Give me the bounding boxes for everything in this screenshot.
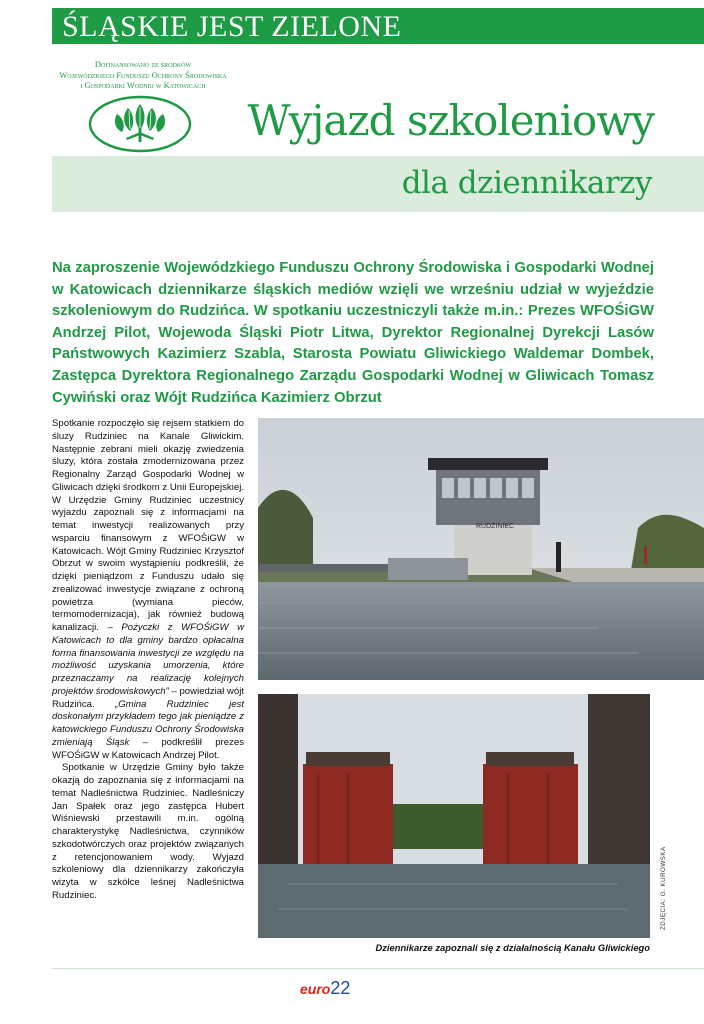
article-subtitle: dla dziennikarzy	[401, 165, 652, 201]
photo-credit: ZDJĘCIA: G. KUROWSKA	[660, 846, 667, 930]
funding-note-line: i Gospodarki Wodnej w Katowicach	[80, 81, 206, 90]
body-paragraph	[52, 418, 244, 762]
section-header-bar	[52, 8, 704, 44]
wfosigw-logo-icon	[88, 94, 192, 154]
article-lead: Na zaproszenie Wojewódzkiego Funduszu Ochrony Środowiska i Gospodarki Wodnej w Katowicach dziennikarze śląskich mediów wzięli we wrześniu udział w wyjeździe szkoleniowym do Rudzińca. W spotkaniu uczestniczyli także m.in.: Prezes WFOŚiGW Andrzej Pilot, Wojewoda Śląski Piotr Litwa, Dyrektor Regionalnej Dyrekcji Lasów Państwowych Kazimierz Szabla, Starosta Powiatu Gliwickiego Waldemar Dombek, Zastępca Dyrektora Regionalnego Zarządu Gospodarki Wodnej w Gliwicach Tomasz Cywiński oraz Wójt Rudzińca Kazimierz Obrzut	[52, 260, 654, 406]
body-text-span: Spotkanie rozpoczęło się rejsem statkiem do śluzy Rudziniec na Kanale Gliwickim. Następnie zebrani mieli okazję zwiedzenia śluzy, która została zmodernizowana przez Regionalny Zarząd Gospodarki Wodnej w Gliwicach dzięki środkom z Unii Europejskiej. W Urzędzie Gminy Rudziniec uczestnicy wyjazdu zapoznali się z informacjami na temat inwestycji realizowanych przy wsparciu finansowym z WFOŚiGW w Katowicach. Wójt Gminy Rudziniec Krzysztof Obrzut w swoim wystąpieniu podkreślił, że dzięki pieniądzom z Funduszu udało się zrealizować inwestycje związane z ochroną powietrza (wymiana pieców, termomodernizacja), jak również budową kanalizacji. –	[52, 418, 244, 633]
photo-caption: Dziennikarze zapoznali się z działalnością Kanału Gliwickiego	[375, 942, 650, 953]
rudziniec-sign: RUDZINIEC	[476, 523, 515, 530]
funding-note-line: Wojewódzkiego Funduszu Ochrony Środowiska	[59, 70, 227, 80]
body-text-span: – podkreślił prezes WFOŚiGW w Katowicach Andrzej Pilot.	[52, 736, 244, 761]
photo-lock-gates	[258, 694, 650, 938]
article-body	[52, 418, 244, 903]
quote-text: Pożyczki z WFOŚiGW w Katowicach to dla gminy bardzo opłacalna forma finansowania inwestycji ze względu na możliwość uzyskania umorzenia, które przeznaczamy na realizację kolejnych projektów środowiskowych”	[52, 622, 245, 697]
photo-lock-tower	[258, 418, 704, 680]
page-footer	[300, 978, 350, 999]
funding-note-line: Dofinansowano ze środków	[94, 60, 192, 69]
magazine-brand: euro	[300, 981, 331, 997]
quote-text: „Gmina Rudziniec jest doskonałym przykładem tego jak pieniądze z katowickiego Funduszu Ochrony Środowiska zmieniają Śląsk	[52, 698, 244, 748]
page-number: 22	[330, 978, 351, 998]
funding-note	[48, 60, 238, 92]
body-text-span: – powiedział wójt Rudzińca.	[52, 685, 244, 710]
subtitle-band	[52, 156, 704, 212]
article-title: Wyjazd szkoleniowy	[247, 96, 654, 145]
body-paragraph: Spotkanie w Urzędzie Gminy było także okazją do zapoznania się z informacjami na temat Nadleśnictwa Rudziniec. Nadleśniczy Jan Spałek oraz jego zastępca Hubert Wiśniewski przestawili m.in. ogólną charakterystykę Nadleśnictwa, czynników szkodotwórczych oraz projektów związanych z retencjonowaniem wody. Wyjazd szkoleniowy dla dziennikarzy zakończyła wizyta w szkółce leśnej Nadleśnictwa Rudziniec.	[52, 762, 244, 901]
section-title: ŚLĄSKIE JEST ZIELONE	[62, 10, 402, 43]
footer-divider	[52, 968, 704, 969]
